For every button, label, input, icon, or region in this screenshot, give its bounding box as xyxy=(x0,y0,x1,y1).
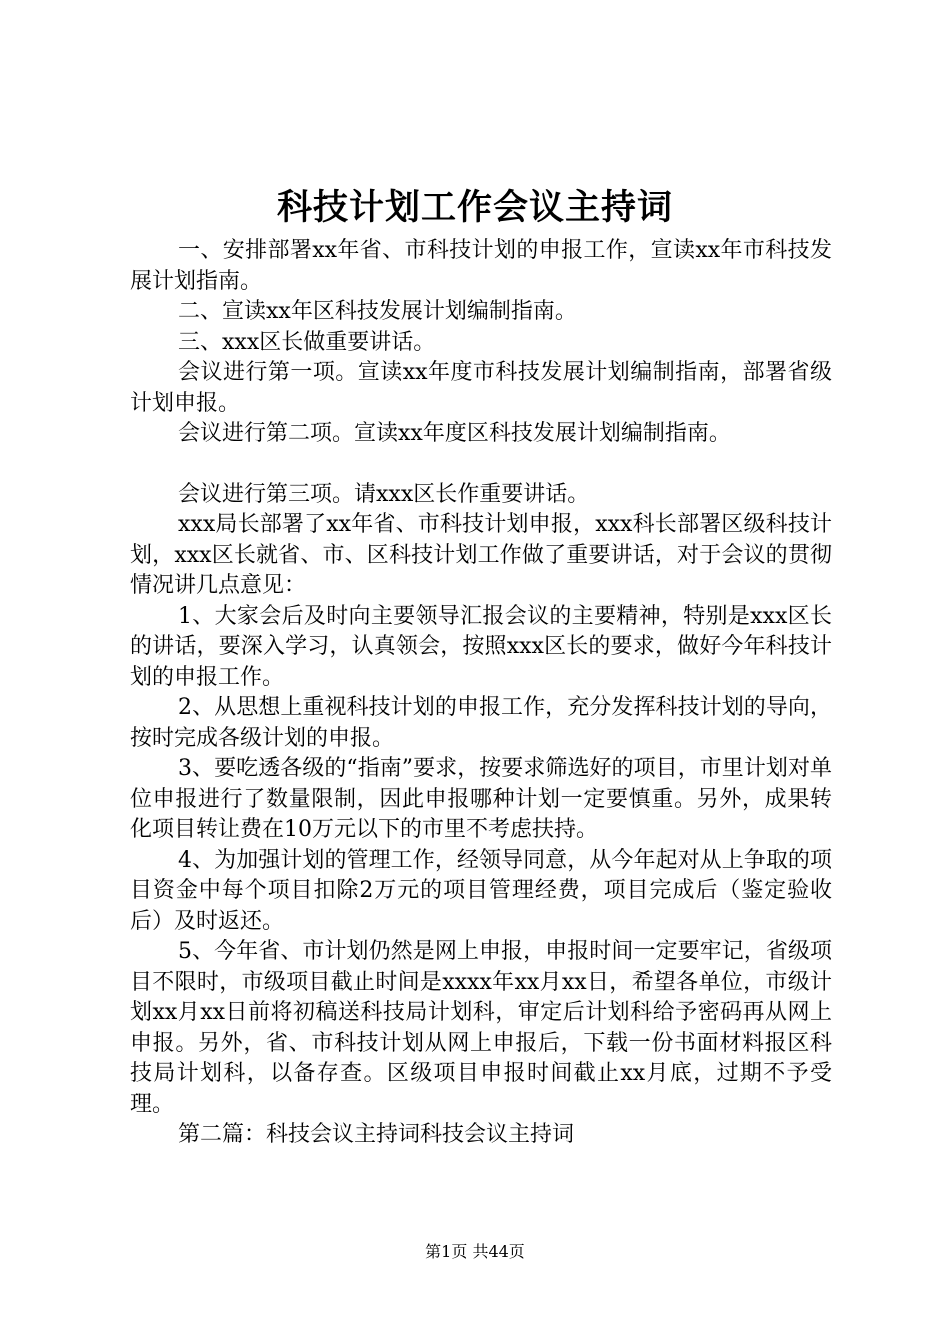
paragraph-point-1: 1、大家会后及时向主要领导汇报会议的主要精神，特别是xxx区长的讲话，要深入学习，认真领会，按照xxx区长的要求，做好今年科技计划的申报工作。 xyxy=(130,603,832,690)
paragraph-agenda-3: 会议进行第三项。请xxx区长作重要讲话。 xyxy=(178,481,590,507)
paragraph-point-5: 5、今年省、市计划仍然是网上申报，申报时间一定要牢记，省级项目不限时，市级项目截止时间是xxxx年xx月xx日，希望各单位，市级计划xx月xx日前将初稿送科技局计划科，审定后计划科给予密码再从网上申报。另外，省、市科技计划从网上申报后，下载一份书面材料报区科技局计划科，以备存查。区级项目申报时间截止xx月底，过期不予受理。 xyxy=(130,939,832,1117)
paragraph-next-section: 第二篇：科技会议主持词科技会议主持词 xyxy=(178,1122,575,1147)
document-body xyxy=(130,236,832,1151)
paragraph-item-3: 三、xxx区长做重要讲话。 xyxy=(178,329,436,355)
paragraph-agenda-1: 会议进行第一项。宣读xx年度市科技发展计划编制指南，部署省级计划申报。 xyxy=(130,360,832,416)
paragraph-point-2: 2、从思想上重视科技计划的申报工作，充分发挥科技计划的导向，按时完成各级计划的申报。 xyxy=(130,695,832,751)
page-number-footer: 第1页 共44页 xyxy=(425,1242,525,1261)
document-title: 科技计划工作会议主持词 xyxy=(276,187,673,228)
paragraph-summary: xxx局长部署了xx年省、市科技计划申报，xxx科长部署区级科技计划，xxx区长就省、市、区科技计划工作做了重要讲话，对于会议的贯彻情况讲几点意见： xyxy=(130,512,832,598)
paragraph-item-2: 二、宣读xx年区科技发展计划编制指南。 xyxy=(178,299,577,324)
paragraph-item-1: 一、安排部署xx年省、市科技计划的申报工作，宣读xx年市科技发展计划指南。 xyxy=(130,238,832,294)
paragraph-point-3: 3、要吃透各级的“指南”要求，按要求筛选好的项目，市里计划对单位申报进行了数量限制，因此申报哪种计划一定要慎重。另外，成果转化项目转让费在10万元以下的市里不考虑扶持。 xyxy=(130,756,832,842)
paragraph-agenda-2: 会议进行第二项。宣读xx年度区科技发展计划编制指南。 xyxy=(178,421,731,446)
paragraph-point-4: 4、为加强计划的管理工作，经领导同意，从今年起对从上争取的项目资金中每个项目扣除2万元的项目管理经费，项目完成后（鉴定验收后）及时返还。 xyxy=(130,847,832,934)
